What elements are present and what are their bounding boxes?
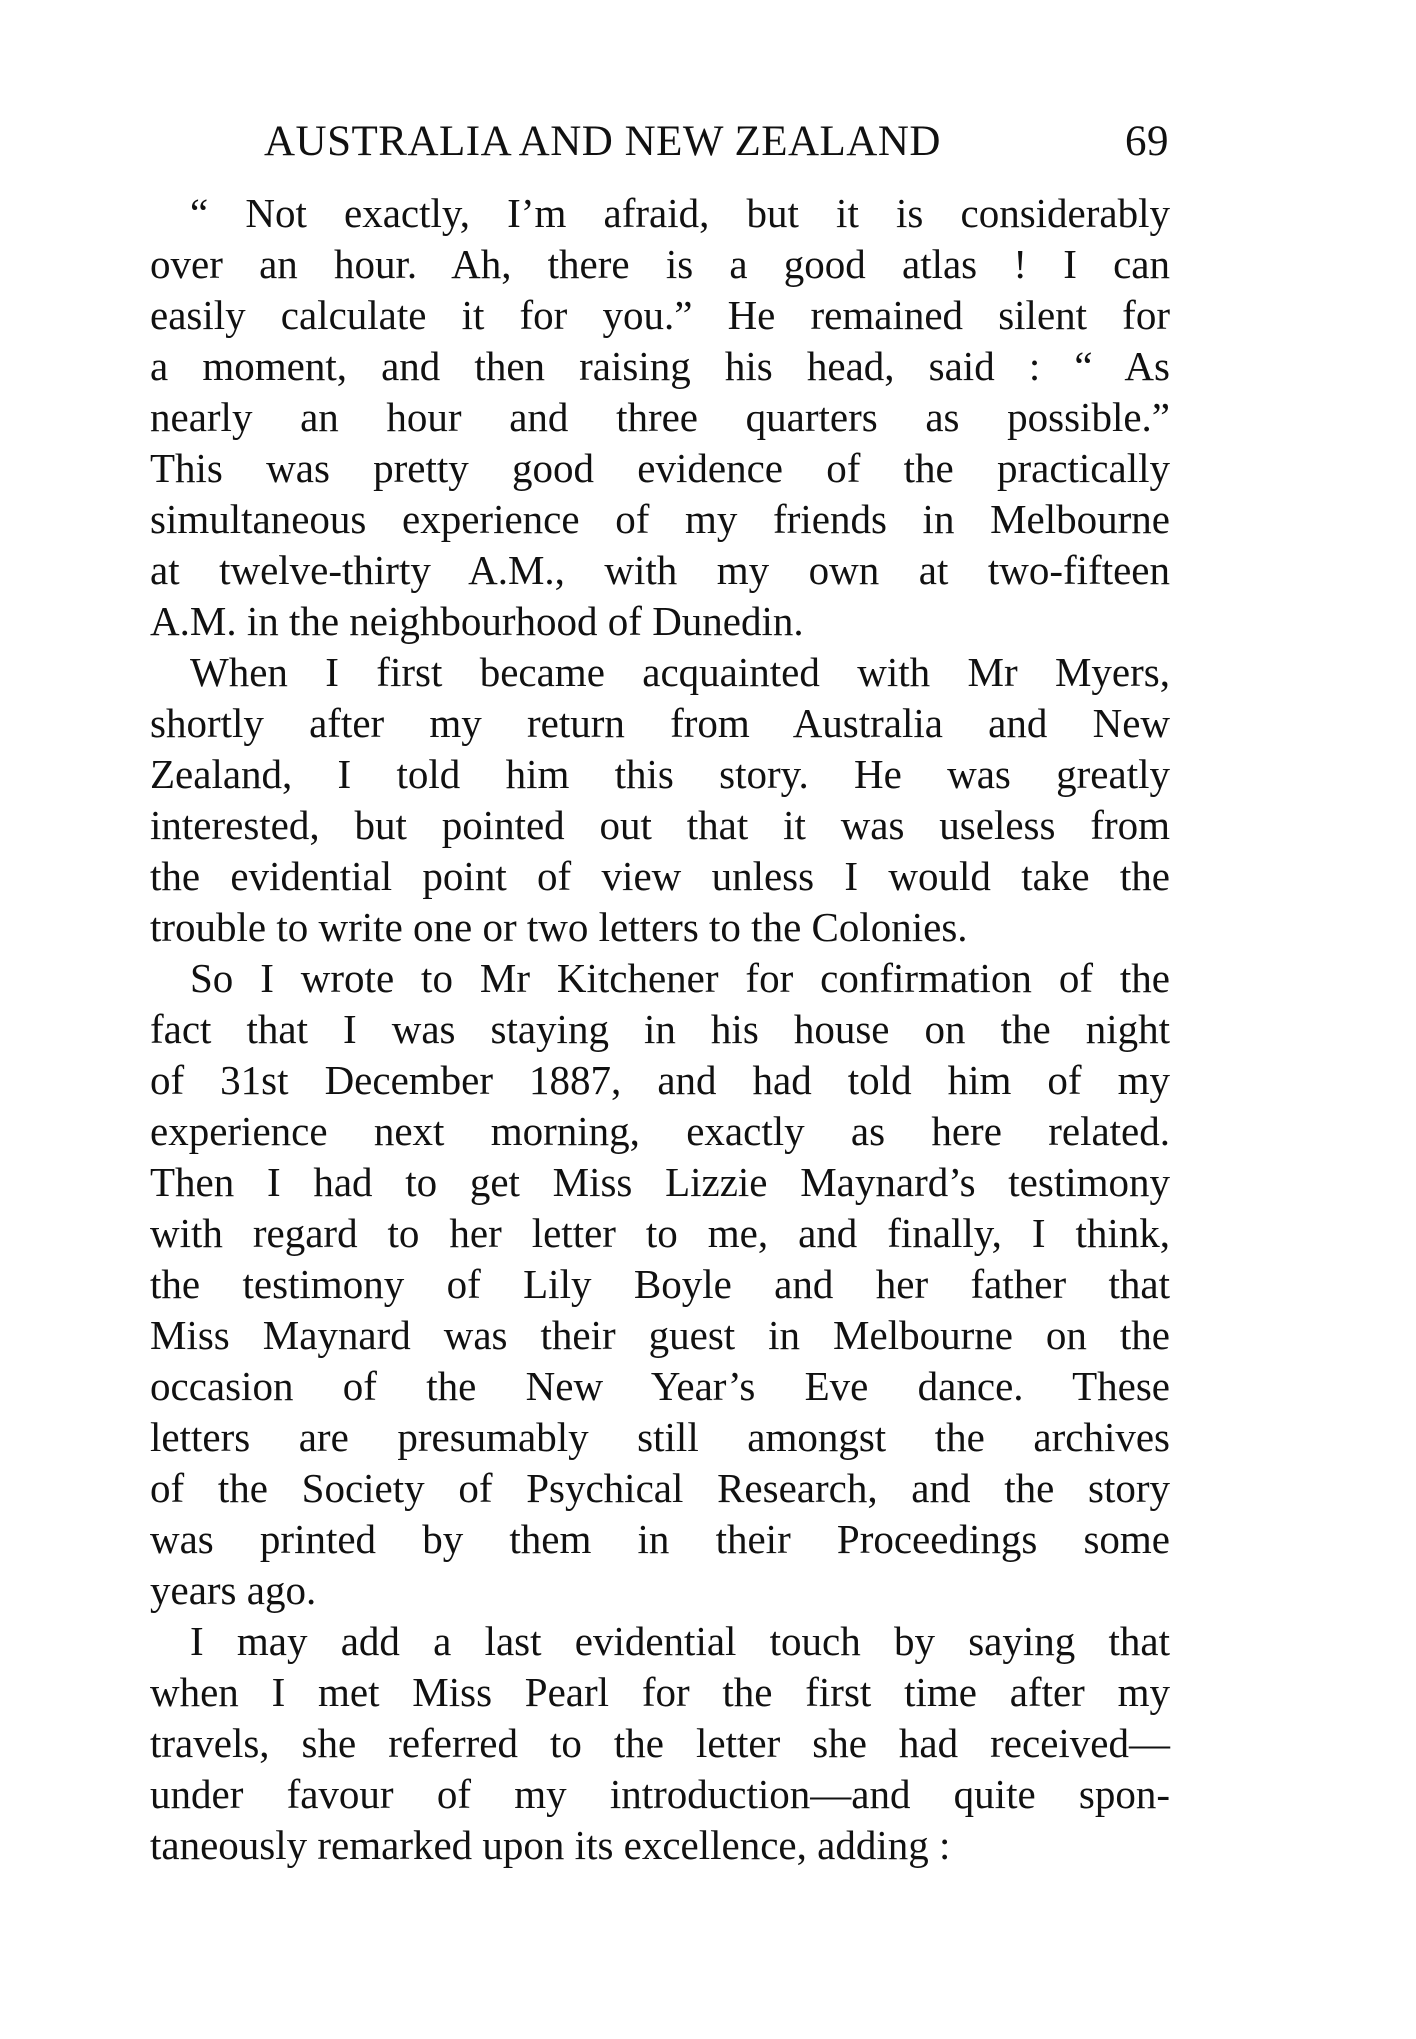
text-line: under favour of my introduction—and quite spon-	[150, 1771, 1170, 1817]
page-number: 69	[1125, 118, 1169, 165]
text-line: fact that I was staying in his house on the night	[150, 1006, 1170, 1052]
text-line: the testimony of Lily Boyle and her father that	[150, 1261, 1170, 1307]
text-line: of the Society of Psychical Research, and the story	[150, 1465, 1170, 1511]
text-line: at twelve-thirty A.M., with my own at two-fifteen	[150, 547, 1170, 593]
text-line: A.M. in the neighbourhood of Dunedin.	[150, 598, 804, 644]
text-line: when I met Miss Pearl for the first time after my	[150, 1669, 1170, 1715]
text-line: This was pretty good evidence of the practically	[150, 445, 1170, 491]
text-line: letters are presumably still amongst the archives	[150, 1414, 1170, 1460]
chapter-title: AUSTRALIA AND NEW ZEALAND	[264, 118, 941, 165]
text-line: I may add a last evidential touch by saying that	[190, 1618, 1170, 1664]
text-line: nearly an hour and three quarters as possible.”	[150, 394, 1170, 440]
text-line: “ Not exactly, I’m afraid, but it is considerably	[190, 190, 1170, 236]
text-line: travels, she referred to the letter she had received—	[150, 1720, 1170, 1766]
text-line: with regard to her letter to me, and finally, I think,	[150, 1210, 1170, 1256]
text-line: When I first became acquainted with Mr Myers,	[190, 649, 1170, 695]
text-line: So I wrote to Mr Kitchener for confirmation of the	[190, 955, 1170, 1001]
text-line: the evidential point of view unless I would take the	[150, 853, 1170, 899]
text-line: over an hour. Ah, there is a good atlas ! I can	[150, 241, 1170, 287]
text-line: experience next morning, exactly as here related.	[150, 1108, 1170, 1154]
text-line: shortly after my return from Australia and New	[150, 700, 1170, 746]
text-line: trouble to write one or two letters to the Colonies.	[150, 904, 968, 950]
running-header	[264, 112, 1169, 172]
text-line: Zealand, I told him this story. He was greatly	[150, 751, 1170, 797]
text-line: of 31st December 1887, and had told him of my	[150, 1057, 1170, 1103]
text-line: Miss Maynard was their guest in Melbourne on the	[150, 1312, 1170, 1358]
text-line: occasion of the New Year’s Eve dance. These	[150, 1363, 1170, 1409]
text-line: easily calculate it for you.” He remained silent for	[150, 292, 1170, 338]
text-line: simultaneous experience of my friends in Melbourne	[150, 496, 1170, 542]
text-line: was printed by them in their Proceedings some	[150, 1516, 1170, 1562]
text-line: a moment, and then raising his head, said : “ As	[150, 343, 1170, 389]
body-text	[150, 188, 1170, 1871]
text-line: years ago.	[150, 1567, 317, 1613]
text-line: Then I had to get Miss Lizzie Maynard’s testimony	[150, 1159, 1170, 1205]
text-line: taneously remarked upon its excellence, adding :	[150, 1822, 951, 1868]
text-line: interested, but pointed out that it was useless from	[150, 802, 1170, 848]
